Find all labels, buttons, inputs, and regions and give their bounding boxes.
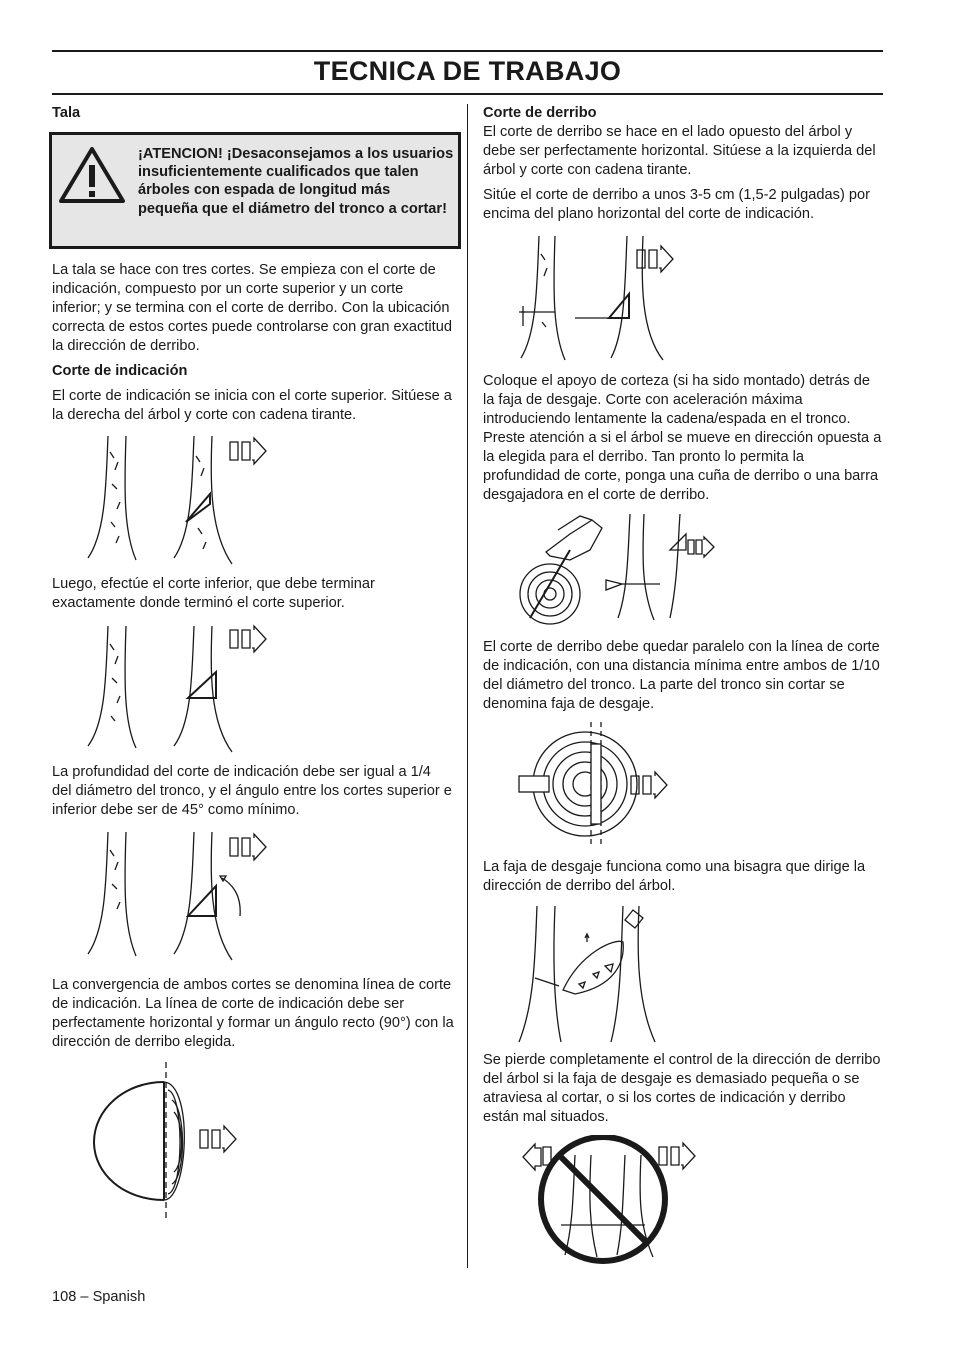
- figure-chainsaw-cutting: [510, 510, 720, 625]
- figure-45-degree-angle: [84, 828, 274, 963]
- paragraph-paralelo: El corte de derribo debe quedar paralelo con la línea de corte de indicación, con una distancia mínima entre ambos de 1/10 del diámetro del tronco. La parte del tronco sin cortar se denomina faja de desgaje.: [483, 639, 880, 712]
- header-bottom-rule: [52, 93, 883, 95]
- column-divider: [467, 104, 468, 1268]
- section-heading-corte-indicacion: Corte de indicación: [52, 363, 188, 379]
- paragraph-tala-intro: La tala se hace con tres cortes. Se empieza con el corte de indicación, compuesto por un corte superior y un corte inferior; y se termina con el corte de derribo. Con la ubicación correcta de estos cortes puede controlarse con gran exactitud la dirección de derribo.: [52, 262, 452, 354]
- section-heading-corte-derribo: Corte de derribo: [483, 105, 597, 121]
- figure-falling-tree: [515, 902, 675, 1047]
- paragraph-corte-inferior: Luego, efectúe el corte inferior, que debe terminar exactamente donde terminó el corte superior.: [52, 576, 375, 611]
- figure-prohibited-cut: [515, 1135, 705, 1265]
- paragraph-profundidad: La profundidad del corte de indicación debe ser igual a 1/4 del diámetro del tronco, y el ángulo entre los cortes superior e inferior debe ser de 45° como mínimo.: [52, 764, 452, 818]
- figure-felling-cut: [515, 232, 685, 362]
- figure-upper-cut: [84, 432, 274, 572]
- warning-text: ¡ATENCION! ¡Desaconsejamos a los usuarios insuficientemente cualificados que talen árboles con espada de longitud más pequeña que el diámetro del tronco a cortar!: [138, 146, 454, 217]
- figure-hinge-top-view: [515, 720, 675, 850]
- warning-box: [49, 132, 461, 249]
- figure-stump-top-view: [84, 1060, 254, 1220]
- warning-triangle-icon: [57, 145, 127, 210]
- section-heading-tala: Tala: [52, 105, 81, 121]
- paragraph-derribo-lado-opuesto: El corte de derribo se hace en el lado opuesto del árbol y debe ser perfectamente horizontal. Sitúese a la izquierda del árbol y corte con cadena tirante.: [483, 124, 876, 178]
- header-top-rule: [52, 50, 883, 52]
- paragraph-convergencia: La convergencia de ambos cortes se denomina línea de corte de indicación. La línea de corte de indicación debe ser perfectamente horizontal y formar un ángulo recto (90°) con la dirección de derribo elegida.: [52, 977, 454, 1050]
- paragraph-derribo-altura: Sitúe el corte de derribo a unos 3-5 cm (1,5-2 pulgadas) por encima del plano horizontal del corte de indicación.: [483, 187, 870, 222]
- paragraph-perdida-control: Se pierde completamente el control de la dirección de derribo del árbol si la faja de desgaje es demasiado pequeña o se atraviesa al cortar, o si los cortes de indicación y derribo están mal situados.: [483, 1052, 881, 1125]
- page-footer: 108 – Spanish: [52, 1289, 146, 1305]
- figure-lower-cut: [84, 622, 274, 757]
- paragraph-apoyo-corteza: Coloque el apoyo de corteza (si ha sido montado) detrás de la faja de desgaje. Corte con aceleración máxima introduciendo lentamente la cadena/espada en el tronco. Preste atención a si el árbol se mueve en dirección opuesta a la elegida para el derribo. Tan pronto lo permita la profundidad de corte, ponga una cuña de derribo o una barra desgajadora en el corte de derribo.: [483, 373, 882, 503]
- paragraph-corte-superior: El corte de indicación se inicia con el corte superior. Sitúese a la derecha del árbol y corte con cadena tirante.: [52, 388, 452, 423]
- page-title: TECNICA DE TRABAJO: [313, 56, 622, 86]
- paragraph-bisagra: La faja de desgaje funciona como una bisagra que dirige la dirección de derribo del árbol.: [483, 859, 866, 894]
